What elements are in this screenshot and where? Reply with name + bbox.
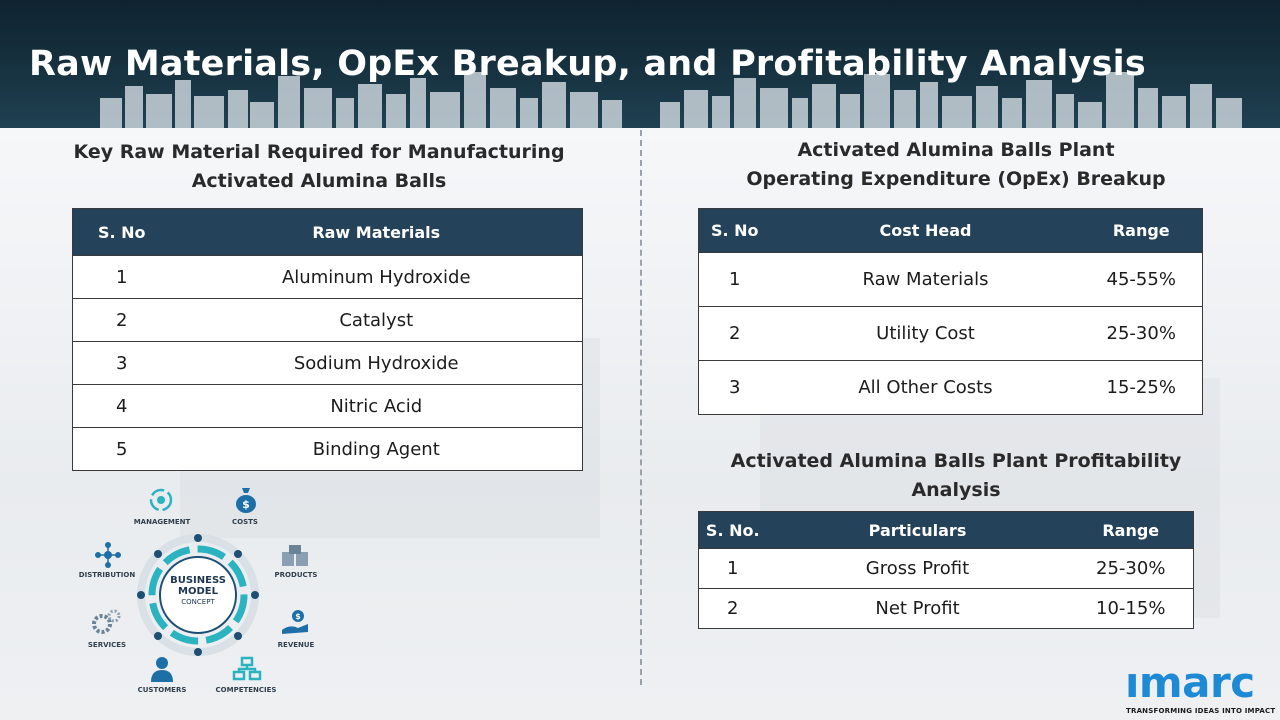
cell-cost-head: Raw Materials xyxy=(771,253,1081,307)
table-row xyxy=(73,256,583,299)
management-label: MANAGEMENT xyxy=(133,518,191,526)
opex-title xyxy=(700,136,1212,194)
table-row xyxy=(699,361,1203,415)
services-label: SERVICES xyxy=(87,641,127,649)
profitability-title-line1: Activated Alumina Balls Plant Profitability xyxy=(730,450,1182,472)
center-line3: CONCEPT xyxy=(181,598,215,606)
profitability-table xyxy=(698,511,1194,629)
table-row xyxy=(73,428,583,471)
section-divider xyxy=(640,130,642,685)
cell-range: 15-25% xyxy=(1081,361,1203,415)
table-row xyxy=(73,299,583,342)
cell-material: Binding Agent xyxy=(171,428,583,471)
customers-icon xyxy=(150,656,174,682)
gears-icon xyxy=(90,608,122,636)
imarc-logo xyxy=(1122,652,1276,718)
profitability-title xyxy=(700,447,1212,505)
costs-label: COSTS xyxy=(232,518,258,526)
cell-sno: 2 xyxy=(699,589,767,629)
customers-label: CUSTOMERS xyxy=(137,686,187,694)
column-header: S. No xyxy=(73,209,171,256)
cell-material: Nitric Acid xyxy=(171,385,583,428)
business-model-center xyxy=(168,575,228,608)
svg-text:$: $ xyxy=(242,498,250,511)
column-header: Particulars xyxy=(767,512,1069,549)
svg-text:$: $ xyxy=(295,612,301,621)
competencies-label: COMPETENCIES xyxy=(215,686,277,694)
cell-sno: 2 xyxy=(73,299,171,342)
page-title: Raw Materials, OpEx Breakup, and Profitability Analysis xyxy=(29,44,1146,84)
cell-material: Sodium Hydroxide xyxy=(171,342,583,385)
cell-sno: 1 xyxy=(699,253,771,307)
table-header-row xyxy=(699,209,1203,253)
column-header: Raw Materials xyxy=(171,209,583,256)
table-row xyxy=(699,253,1203,307)
cell-cost-head: Utility Cost xyxy=(771,307,1081,361)
cell-sno: 3 xyxy=(73,342,171,385)
cell-range: 25-30% xyxy=(1081,307,1203,361)
products-icon xyxy=(280,544,310,568)
cell-range: 25-30% xyxy=(1069,549,1194,589)
business-model-graphic xyxy=(80,480,330,700)
cell-material: Catalyst xyxy=(171,299,583,342)
opex-title-line1: Activated Alumina Balls Plant xyxy=(797,139,1115,161)
profitability-title-line2: Analysis xyxy=(911,479,1001,501)
raw-materials-title-line1: Key Raw Material Required for Manufacturing xyxy=(73,141,565,163)
logo-wordmark: ımarc xyxy=(1125,658,1255,707)
opex-title-line2: Operating Expenditure (OpEx) Breakup xyxy=(746,168,1166,190)
cell-range: 45-55% xyxy=(1081,253,1203,307)
table-row xyxy=(699,307,1203,361)
distribution-label: DISTRIBUTION xyxy=(78,571,136,579)
table-row xyxy=(73,385,583,428)
column-header: S. No. xyxy=(699,512,767,549)
table-row xyxy=(699,589,1194,629)
distribution-icon xyxy=(94,542,122,568)
center-line1: BUSINESS xyxy=(170,575,226,586)
cell-sno: 3 xyxy=(699,361,771,415)
column-header: Range xyxy=(1069,512,1194,549)
products-label: PRODUCTS xyxy=(274,571,318,579)
column-header: S. No xyxy=(699,209,771,253)
cell-sno: 4 xyxy=(73,385,171,428)
cell-particulars: Gross Profit xyxy=(767,549,1069,589)
table-header-row xyxy=(73,209,583,256)
opex-table xyxy=(698,208,1203,415)
money-bag-icon xyxy=(234,486,258,514)
cell-sno: 5 xyxy=(73,428,171,471)
table-header-row xyxy=(699,512,1194,549)
competencies-icon xyxy=(232,656,262,682)
cell-sno: 1 xyxy=(699,549,767,589)
cell-material: Aluminum Hydroxide xyxy=(171,256,583,299)
cell-particulars: Net Profit xyxy=(767,589,1069,629)
center-line2: MODEL xyxy=(178,586,218,597)
raw-materials-title-line2: Activated Alumina Balls xyxy=(191,170,447,192)
raw-materials-title xyxy=(60,138,578,196)
raw-materials-table xyxy=(72,208,583,471)
cell-cost-head: All Other Costs xyxy=(771,361,1081,415)
cell-sno: 2 xyxy=(699,307,771,361)
revenue-label: REVENUE xyxy=(277,641,315,649)
header-banner xyxy=(0,0,1280,128)
table-row xyxy=(699,549,1194,589)
column-header: Cost Head xyxy=(771,209,1081,253)
cell-sno: 1 xyxy=(73,256,171,299)
revenue-icon xyxy=(280,608,312,636)
cell-range: 10-15% xyxy=(1069,589,1194,629)
column-header: Range xyxy=(1081,209,1203,253)
logo-tagline: TRANSFORMING IDEAS INTO IMPACT xyxy=(1126,707,1276,715)
table-row xyxy=(73,342,583,385)
management-icon xyxy=(148,487,174,513)
